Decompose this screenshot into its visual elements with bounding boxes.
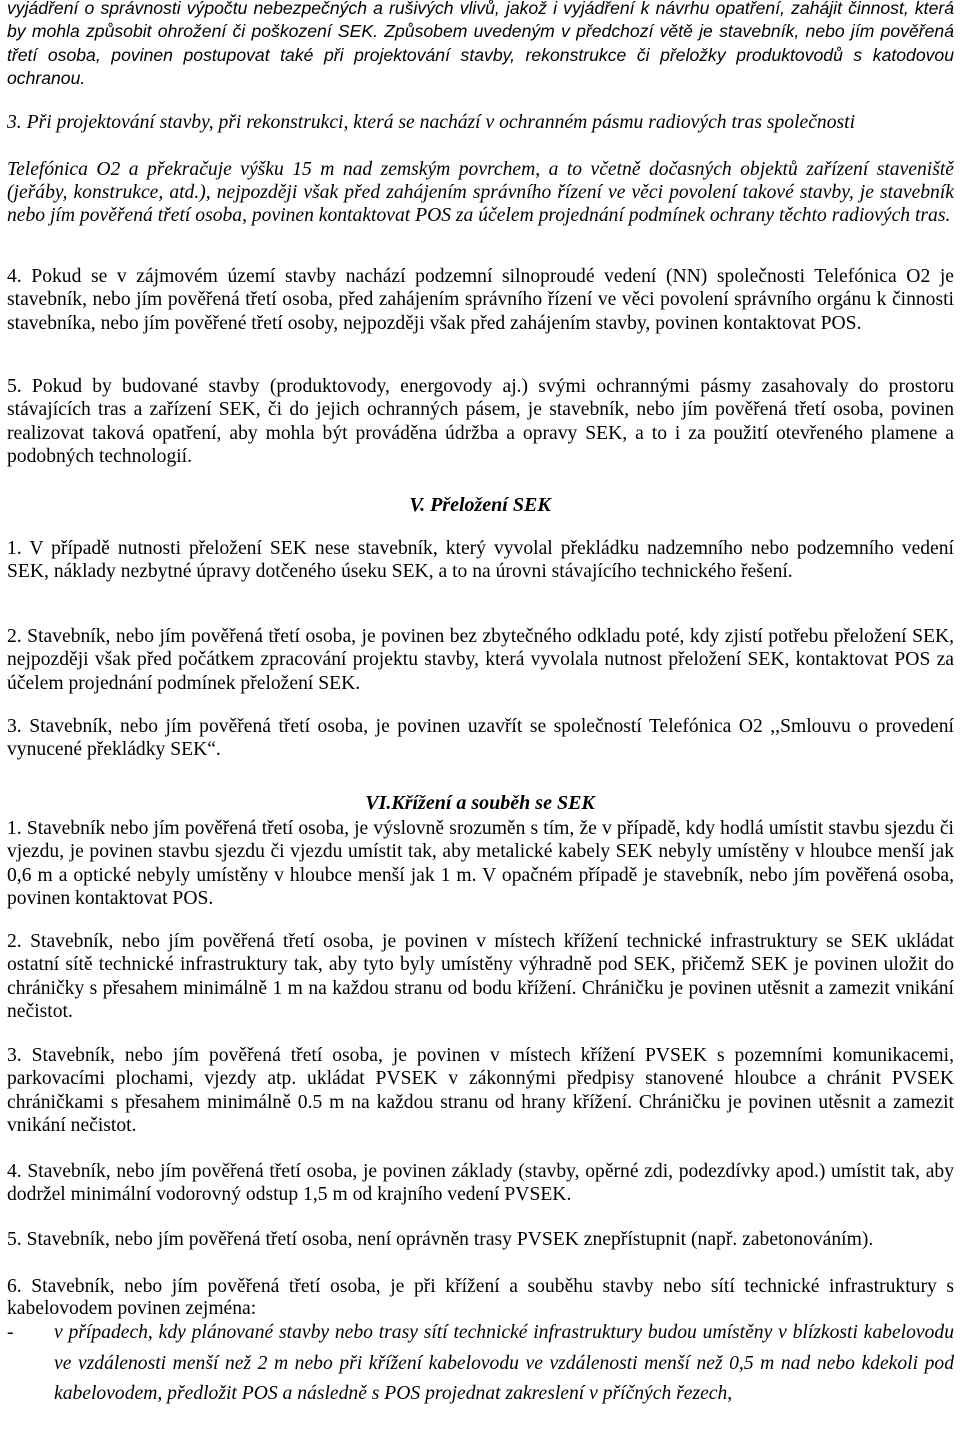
- paragraph-intro: vyjádření o správnosti výpočtu nebezpečných a rušivých vlivů, jakož i vyjádření k návrhu opatření, zahájit činnost, která by mohla způsobit ohrožení či poškození SEK. Způsobem uvedeným v předchozí větě je stavebník, nebo jím pověřená třetí osoba, povinen postupovat také při projektování stavby, rekonstrukce či přeložky produktovodů s katodovou ochranou.: [7, 0, 954, 89]
- section-heading-v: V. Přeložení SEK: [409, 494, 551, 516]
- bullet-dash: -: [7, 1322, 14, 1343]
- section-vi-item-2: 2. Stavebník, nebo jím pověřená třetí osoba, je povinen v místech křížení technické infrastruktury se SEK ukládat ostatní sítě technické infrastruktury tak, aby tyto byly umístěny výhradně pod SEK, přičemž SEK je povinen uložit do chráničky s přesahem minimálně 1 m na každou stranu od bodu křížení. Chráničku je povinen utěsnit a zamezit vnikání nečistot.: [7, 931, 954, 1023]
- section-vi-item-6: 6. Stavebník, nebo jím pověřená třetí osoba, je při křížení a souběhu stavby nebo sítí technické infrastruktury s kabelovodem povinen zejména:: [7, 1276, 954, 1319]
- paragraph-3-rest: Telefónica O2 a překračuje výšku 15 m nad zemským povrchem, a to včetně dočasných objektů zařízení staveniště (jeřáby, konstrukce, atd.), nejpozději však před zahájením správního řízení ve věci povolení takové stavby, je stavebník nebo jím pověřená třetí osoba, povinen kontaktovat POS za účelem projednání podmínek ochrany těchto radiových tras.: [7, 159, 954, 227]
- paragraph-4: 4. Pokud se v zájmovém území stavby nachází podzemní silnoproudé vedení (NN) společnosti Telefónica O2 je stavebník, nebo jím pověřená třetí osoba, před zahájením správního řízení ve věci povolení správního orgánu k činnosti stavebníka, nebo jím pověřené třetí osoby, nejpozději však před zahájením stavby, povinen kontaktovat POS.: [7, 266, 954, 334]
- section-vi-item-5: 5. Stavebník, nebo jím pověřená třetí osoba, není oprávněn trasy PVSEK znepřístupnit (např. zabetonováním).: [7, 1229, 874, 1250]
- section-v-item-3: 3. Stavebník, nebo jím pověřená třetí osoba, je povinen uzavřít se společností Telefónica O2 ,,Smlouvu o provedení vynucené překládky SEK“.: [7, 716, 954, 761]
- paragraph-3-lead: 3. Při projektování stavby, při rekonstrukci, která se nachází v ochranném pásmu radiových tras společnosti: [7, 112, 856, 133]
- bullet-list-item: [7, 1318, 954, 1410]
- section-heading-vi: VI.Křížení a souběh se SEK: [365, 792, 595, 814]
- section-vi-item-4: 4. Stavebník, nebo jím pověřená třetí osoba, je povinen základy (stavby, opěrné zdi, podezdívky apod.) umístit tak, aby dodržel minimální vodorovný odstup 1,5 m od krajního vedení PVSEK.: [7, 1161, 954, 1206]
- bullet-text: v případech, kdy plánované stavby nebo trasy sítí technické infrastruktury budou umístěny v blízkosti kabelovodu ve vzdálenosti menší než 2 m nebo při křížení kabelovodu ve vzdálenosti menší než 0,5 m nad nebo kdekoli pod kabelovodem, předložit POS a následně s POS projednat zakreslení v příčných řezech,: [54, 1322, 954, 1404]
- section-v-item-2: 2. Stavebník, nebo jím pověřená třetí osoba, je povinen bez zbytečného odkladu poté, kdy zjistí potřebu přeložení SEK, nejpozději však před počátkem zpracování projektu stavby, která vyvolala nutnost přeložení SEK, kontaktovat POS za účelem projednání podmínek přeložení SEK.: [7, 626, 954, 694]
- section-vi-item-3: 3. Stavebník, nebo jím pověřená třetí osoba, je povinen v místech křížení PVSEK s pozemními komunikacemi, parkovacími plochami, vjezdy atp. ukládat PVSEK v zákonnými předpisy stanovené hloubce a chránit PVSEK chráničkami s přesahem minimálně 0.5 m na každou stranu od hrany křížení. Chráničku je povinen utěsnit a zamezit vnikání nečistot.: [7, 1045, 954, 1137]
- paragraph-5: 5. Pokud by budované stavby (produktovody, energovody aj.) svými ochrannými pásmy zasahovaly do prostoru stávajících tras a zařízení SEK, či do jejich ochranných pásem, je stavebník, nebo jím pověřená třetí osoba, povinen realizovat taková opatření, aby mohla být prováděna údržba a opravy SEK, a to i za použití otevřeného plamene a podobných technologií.: [7, 376, 954, 468]
- section-vi-item-1: 1. Stavebník nebo jím pověřená třetí osoba, je výslovně srozuměn s tím, že v případě, kdy hodlá umístit stavbu sjezdu či vjezdu, je povinen stavbu sjezdu či vjezdu umístit tak, aby metalické kabely SEK nebyly umístěny v hloubce menší jak 0,6 m a optické nebyly umístěny v hloubce menší jak 1 m. V opačném případě je stavebník, nebo jím pověřená osoba, povinen kontaktovat POS.: [7, 818, 954, 910]
- section-v-item-1: 1. V případě nutnosti přeložení SEK nese stavebník, který vyvolal překládku nadzemního nebo podzemního vedení SEK, náklady nezbytné úpravy dotčeného úseku SEK, a to na úrovni stávajícího technického řešení.: [7, 538, 954, 583]
